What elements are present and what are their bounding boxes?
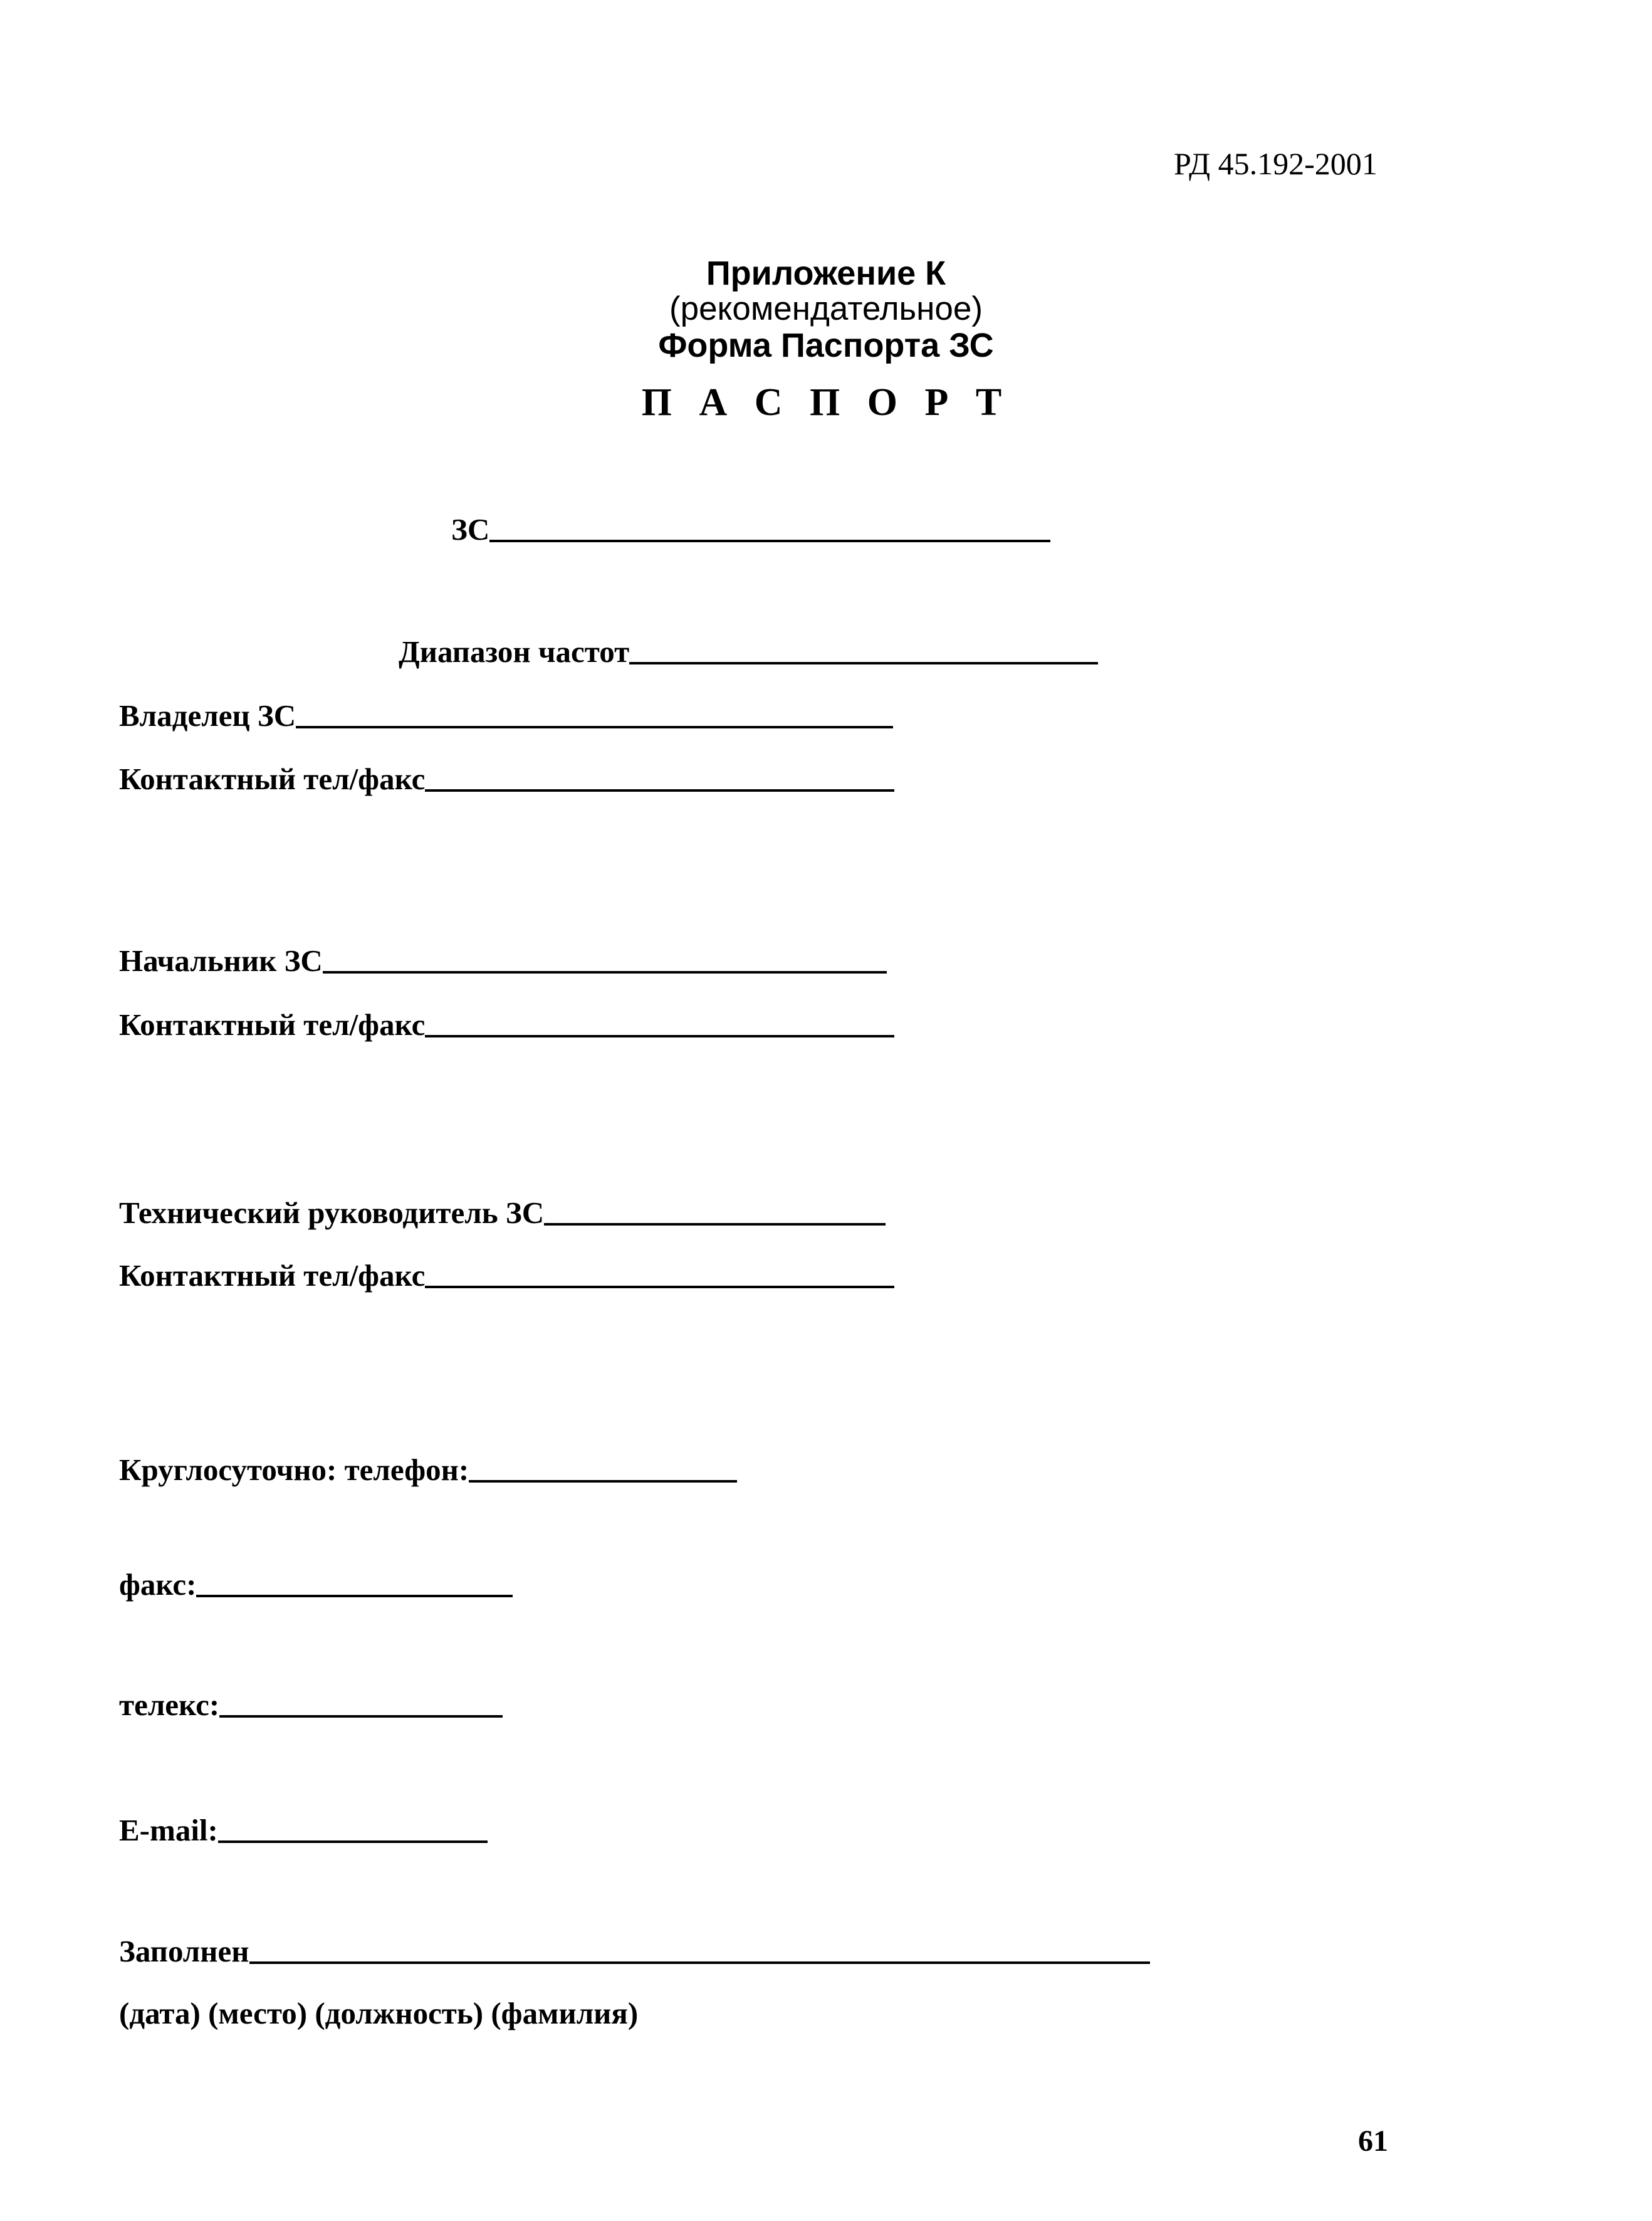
field-email: [119, 1815, 488, 1847]
field-tech-manager-contact: [119, 1260, 894, 1292]
passport-title: П А С П О Р Т: [641, 381, 1011, 424]
field-frequency-range: [399, 636, 1098, 668]
document-number: РД 45.192-2001: [1174, 146, 1378, 181]
field-telex: [119, 1689, 503, 1721]
field-zs-line[interactable]: [489, 540, 1050, 542]
field-round-the-clock-phone-label: Круглосуточно: телефон:: [119, 1452, 469, 1487]
field-chief-line[interactable]: [323, 971, 887, 974]
field-tech-manager: [119, 1197, 886, 1229]
field-owner-line[interactable]: [296, 726, 893, 728]
filled-by-hint: (дата) (место) (должность) (фамилия): [119, 1996, 639, 2030]
form-title: Форма Паспорта ЗС: [658, 327, 994, 364]
field-email-label: E-mail:: [119, 1813, 218, 1847]
field-tech-manager-line[interactable]: [544, 1223, 886, 1226]
field-frequency-range-line[interactable]: [629, 662, 1098, 664]
field-zs: [451, 514, 1050, 546]
field-chief-contact-label: Контактный тел/факс: [119, 1007, 426, 1042]
field-owner-contact: [119, 764, 894, 795]
field-owner-contact-label: Контактный тел/факс: [119, 762, 426, 796]
field-chief-contact-line[interactable]: [425, 1035, 894, 1037]
appendix-status: (рекомендательное): [669, 290, 983, 327]
page-number: 61: [1358, 2124, 1388, 2158]
field-tech-manager-contact-line[interactable]: [425, 1286, 894, 1288]
field-email-line[interactable]: [218, 1840, 488, 1843]
field-chief-contact: [119, 1009, 894, 1041]
field-chief: [119, 945, 887, 977]
field-owner-label: Владелец ЗС: [119, 698, 296, 733]
field-fax-label: факс:: [119, 1567, 197, 1602]
field-round-the-clock-phone: [119, 1454, 737, 1486]
field-owner: [119, 700, 893, 732]
field-frequency-range-label: Диапазон частот: [399, 634, 630, 669]
field-fax: [119, 1569, 513, 1601]
field-owner-contact-line[interactable]: [425, 789, 894, 792]
field-telex-label: телекс:: [119, 1688, 220, 1722]
field-tech-manager-label: Технический руководитель ЗС: [119, 1195, 545, 1230]
appendix-heading: Приложение К: [706, 255, 946, 292]
field-fax-line[interactable]: [196, 1595, 513, 1597]
field-zs-label: ЗС: [451, 512, 490, 547]
field-round-the-clock-phone-line[interactable]: [469, 1480, 737, 1483]
field-chief-label: Начальник ЗС: [119, 943, 323, 978]
field-telex-line[interactable]: [219, 1715, 503, 1718]
field-tech-manager-contact-label: Контактный тел/факс: [119, 1258, 426, 1293]
field-filled-by: [119, 1936, 1150, 1968]
field-filled-by-label: Заполнен: [119, 1934, 249, 1968]
field-filled-by-line[interactable]: [249, 1961, 1150, 1964]
